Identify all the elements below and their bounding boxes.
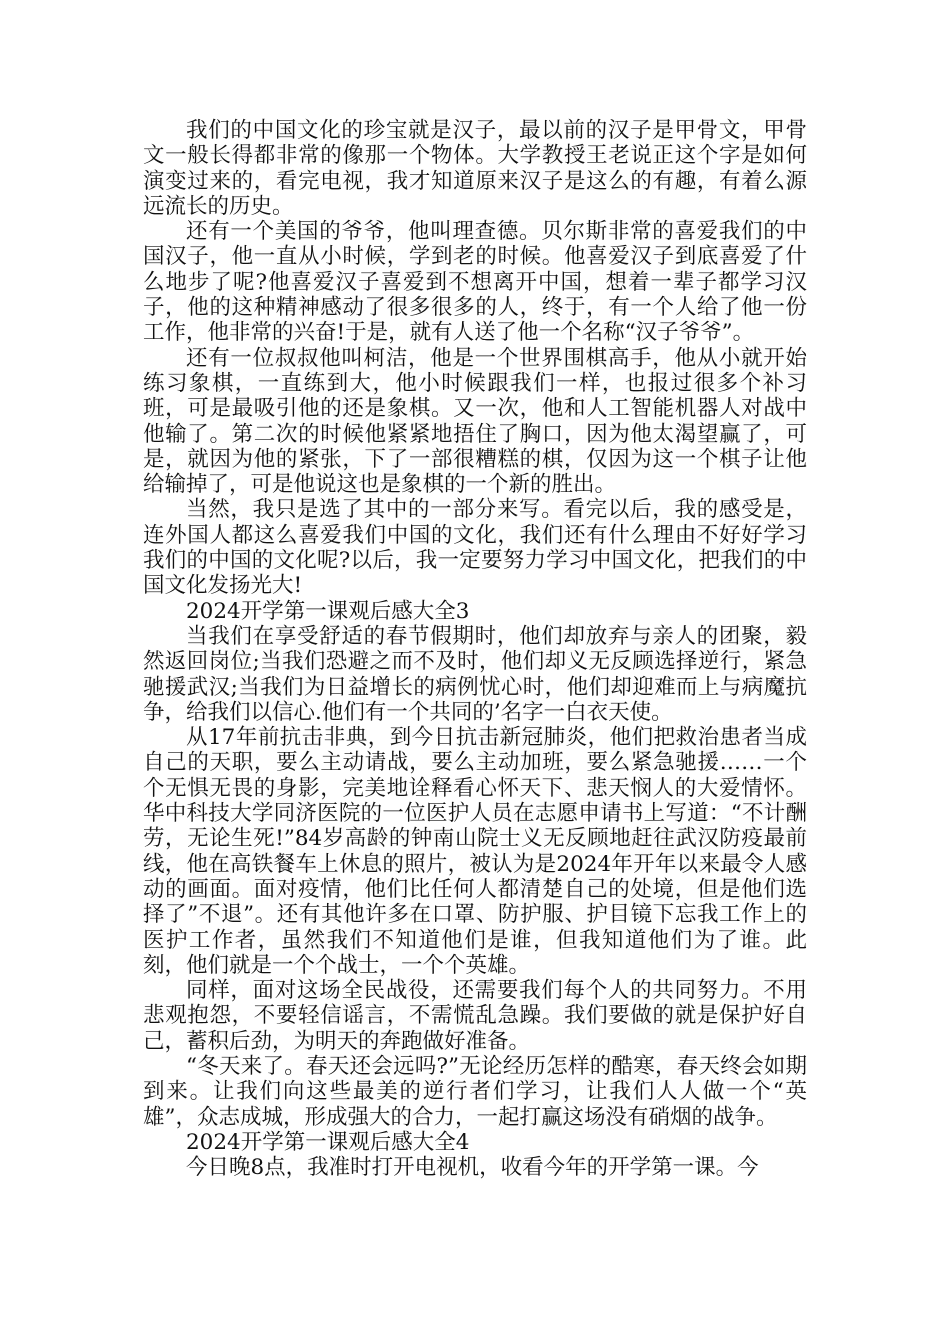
paragraph: 当我们在享受舒适的春节假期时，他们却放弃与亲人的团聚，毅然返回岗位;当我们恐避之而不及时，他们却义无反顾选择逆行，紧急驰援武汉;当我们为日益增长的病例忧心时，他们却迎难而上与病魔抗争，给我们以信心.他们有一个共同的’名字一白衣天使。 — [143, 623, 807, 725]
section-heading: 2024开学第一课观后感大全4 — [186, 1129, 470, 1155]
document-body — [143, 118, 807, 1180]
paragraph: 从17年前抗击非典，到今日抗击新冠肺炎，他们把救治患者当成自己的天职，要么主动请战，要么主动加班，要么紧急驰援……一个个无惧无畏的身影，完美地诠释看心怀天下、悲天悯人的大爱情怀。华中科技大学同济医院的一位医护人员在志愿申请书上写道：“不计酬劳，无论生死!”84岁高龄的钟南山院士义无反顾地赶往武汉防疫最前线，他在高铁餐车上休息的照片，被认为是2024年开年以来最令人感动的画面。面对疫情，他们比任何人都清楚自己的处境，但是他们选择了”不退”。还有其他许多在口罩、防护服、护目镜下忘我工作上的医护工作者，虽然我们不知道他们是谁，但我知道他们为了谁。此刻，他们就是一个个战士，一个个英雄。 — [143, 725, 807, 978]
paragraph: 今日晚8点，我准时打开电视机，收看今年的开学第一课。今 — [186, 1155, 759, 1181]
paragraph: “冬天来了。春天还会远吗?”无论经历怎样的酷寒，春天终会如期到来。让我们向这些最美的逆行者们学习，让我们人人做一个“英雄”，众志成城，形成强大的合力，一起打赢这场没有硝烟的战争。 — [143, 1053, 807, 1130]
paragraph: 还有一位叔叔他叫柯洁，他是一个世界围棋高手，他从小就开始练习象棋，一直练到大，他小时候跟我们一样，也报过很多个补习班，可是最吸引他的还是象棋。又一次，他和人工智能机器人对战中他输了。第二次的时候他紧紧地捂住了胸口，因为他太渴望赢了，可是，就因为他的紧张，下了一部很糟糕的棋，仅因为这一个棋子让他给输掉了，可是他说这也是象棋的一个新的胜出。 — [143, 345, 807, 498]
paragraph: 还有一个美国的爷爷，他叫理查德。贝尔斯非常的喜爱我们的中国汉子，他一直从小时候，学到老的时候。他喜爱汉子到底喜爱了什么地步了呢?他喜爱汉子喜爱到不想离开中国，想着一辈子都学习汉子，他的这种精神感动了很多很多的人，终于，有一个人给了他一份工作，他非常的兴奋!于是，就有人送了他一个名称“汉子爷爷”。 — [143, 219, 807, 346]
paragraph: 我们的中国文化的珍宝就是汉子，最以前的汉子是甲骨文，甲骨文一般长得都非常的像那一个物体。大学教授王老说正这个字是如何演变过来的，看完电视，我才知道原来汉子是这么的有趣，有着么源远流长的历史。 — [143, 118, 807, 219]
paragraph: 同样，面对这场全民战役，还需要我们每个人的共同努力。不用悲观抱怨，不要轻信谣言，不需慌乱急躁。我们要做的就是保护好自己，蓄积后劲，为明天的奔跑做好准备。 — [143, 978, 807, 1054]
section-heading: 2024开学第一课观后感大全3 — [186, 598, 470, 624]
paragraph: 当然，我只是选了其中的一部分来写。看完以后，我的感受是，连外国人都这么喜爱我们中国的文化，我们还有什么理由不好好学习我们的中国的文化呢?以后，我一定要努力学习中国文化，把我们的中国文化发扬光大! — [143, 497, 807, 599]
